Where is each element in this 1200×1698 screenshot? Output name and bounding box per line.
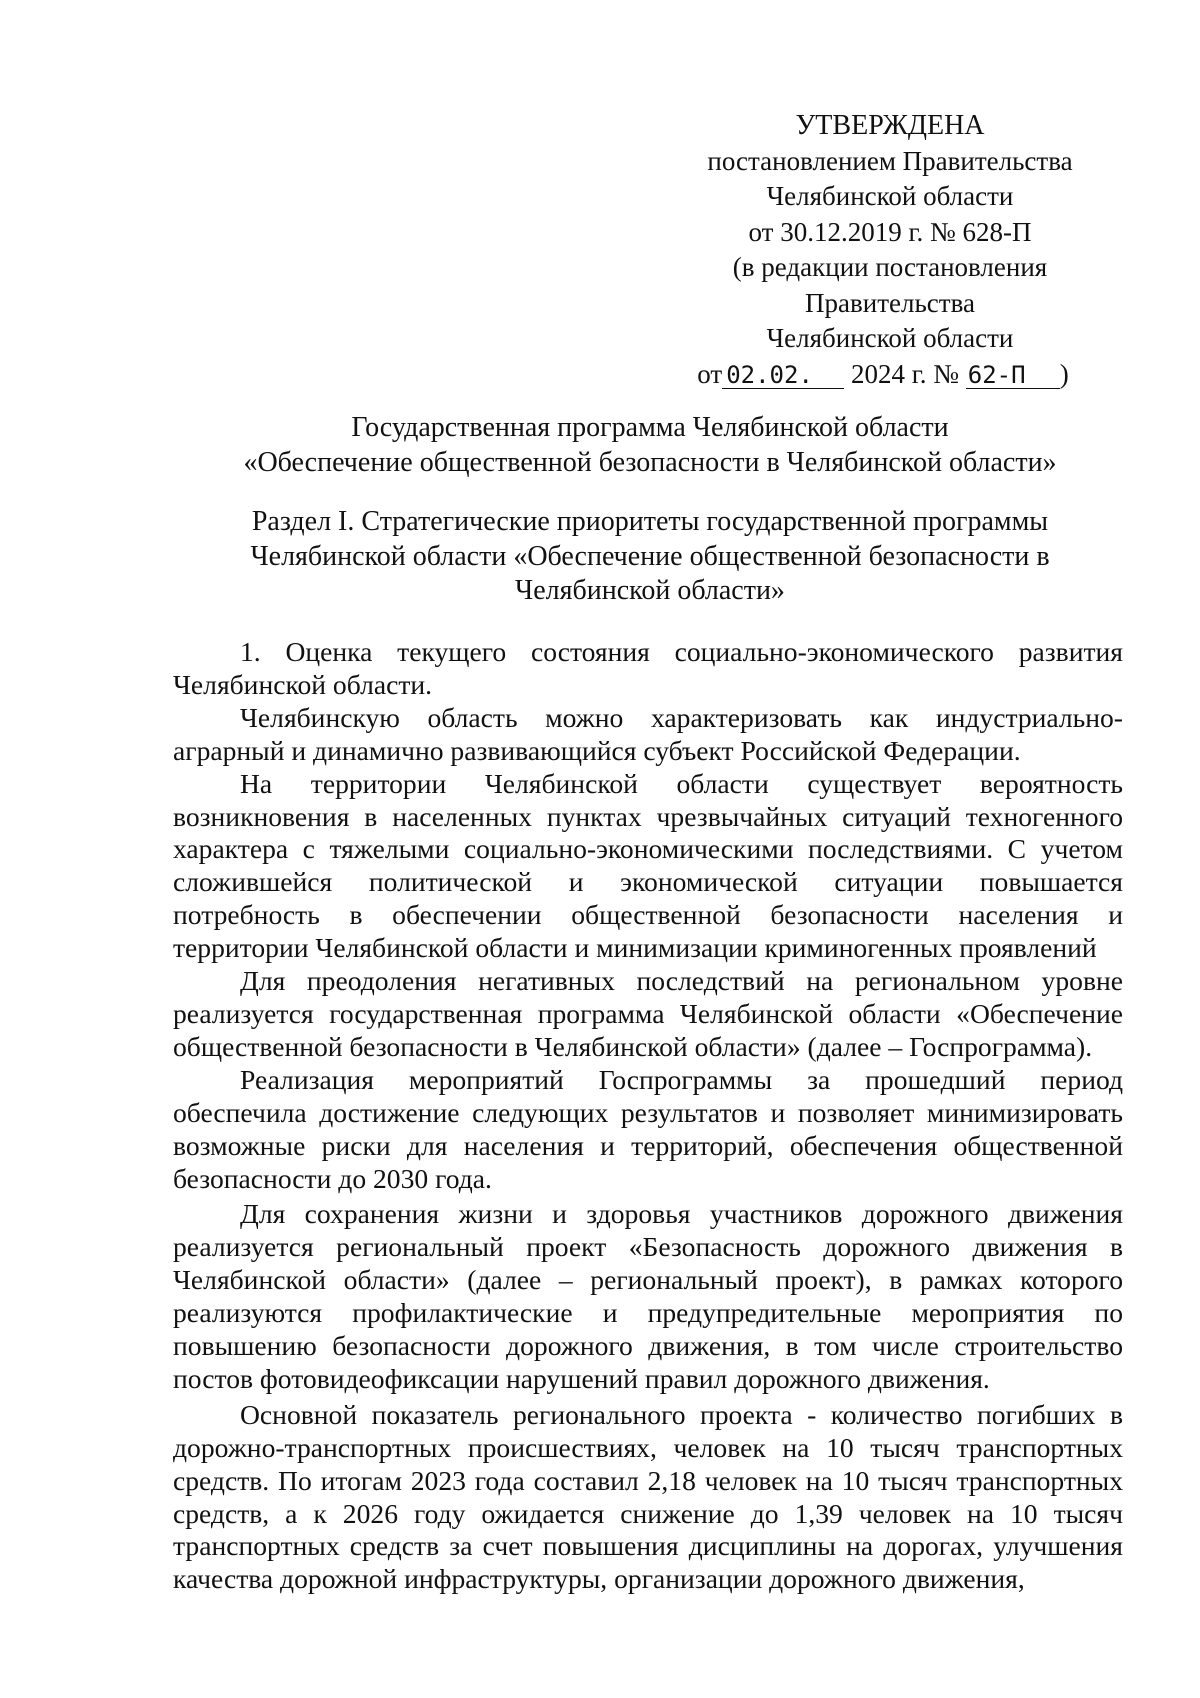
section-title-line: Челябинской области» <box>515 575 785 606</box>
amendment-year: 2024 г. № <box>850 358 959 389</box>
amendment-line <box>676 357 1090 393</box>
approval-line: Челябинской области <box>766 181 1014 211</box>
body-paragraph: Реализация мероприятий Госпрограммы за прошедший период обеспечила достижение следующих результатов и позволяет минимизировать возможные риски для населения и территорий, обеспечения общественной безопасности до 2030 года. <box>173 1063 1123 1194</box>
body-paragraph: Основной показатель регионального проекта - количество погибших в дорожно-транспортных происшествиях, человек на 10 тысяч транспортных средств. По итогам 2023 года составил 2,18 человек на 10 тысяч транспортных средств, а к 2026 году ожидается снижение до 1,39 человек на 10 тысяч транспортных средств за счет повышения дисциплины на дорогах, улучшения качества дорожной инфраструктуры, организации дорожного движения, <box>173 1398 1123 1595</box>
approval-line: Челябинской области <box>766 323 1014 353</box>
program-title <box>170 410 1130 480</box>
amendment-date: 02.02. <box>722 362 844 389</box>
approval-line: постановлением Правительства <box>707 145 1073 176</box>
section-title-line: Раздел I. Стратегические приоритеты государственной программы <box>251 506 1049 537</box>
body-paragraph: 1. Оценка текущего состояния социально-экономического развития Челябинской области. <box>173 636 1123 700</box>
approval-heading: УТВЕРЖДЕНА <box>795 110 985 141</box>
approval-line: Правительства <box>805 287 975 318</box>
body-paragraph: Для преодоления негативных последствий на региональном уровне реализуется государственная программа Челябинской области «Обеспечение общественной безопасности в Челябинской области» (далее – Госпрограмма). <box>173 965 1123 1062</box>
program-title-line: «Обеспечение общественной безопасности в Челябинской области» <box>243 447 1057 478</box>
document-body <box>173 636 1123 1596</box>
amendment-prefix: от <box>697 358 723 389</box>
body-paragraph: На территории Челябинской области существует вероятность возникновения в населенных пунктах чрезвычайных ситуаций техногенного характера с тяжелыми социально-экономическими последствиями. С учетом сложившейся политической и экономической ситуации повышается потребность в обеспечении общественной безопасности населения и территории Челябинской области и минимизации криминогенных проявлений <box>173 767 1123 964</box>
section-title-line: Челябинской области «Обеспечение общественной безопасности в <box>250 540 1050 572</box>
body-paragraph: Для сохранения жизни и здоровья участников дорожного движения реализуется региональный проект «Безопасность дорожного движения в Челябинской области» (далее – региональный проект), в рамках которого реализуются профилактические и предупредительные мероприятия по повышению безопасности дорожного движения, в том числе строительство постов фотовидеофиксации нарушений правил дорожного движения. <box>173 1198 1123 1394</box>
section-title <box>170 505 1130 609</box>
approval-line: от 30.12.2019 г. № 628-П <box>748 216 1032 247</box>
approval-line: (в редакции постановления <box>732 252 1048 282</box>
body-paragraph: Челябинскую область можно характеризовать как индустриально-аграрный и динамично развивающийся субъект Российской Федерации. <box>173 701 1123 766</box>
amendment-number: 62-П <box>966 362 1060 389</box>
program-title-line: Государственная программа Челябинской области <box>351 412 949 443</box>
approval-stamp <box>690 108 1090 392</box>
amendment-close: ) <box>1059 358 1069 389</box>
